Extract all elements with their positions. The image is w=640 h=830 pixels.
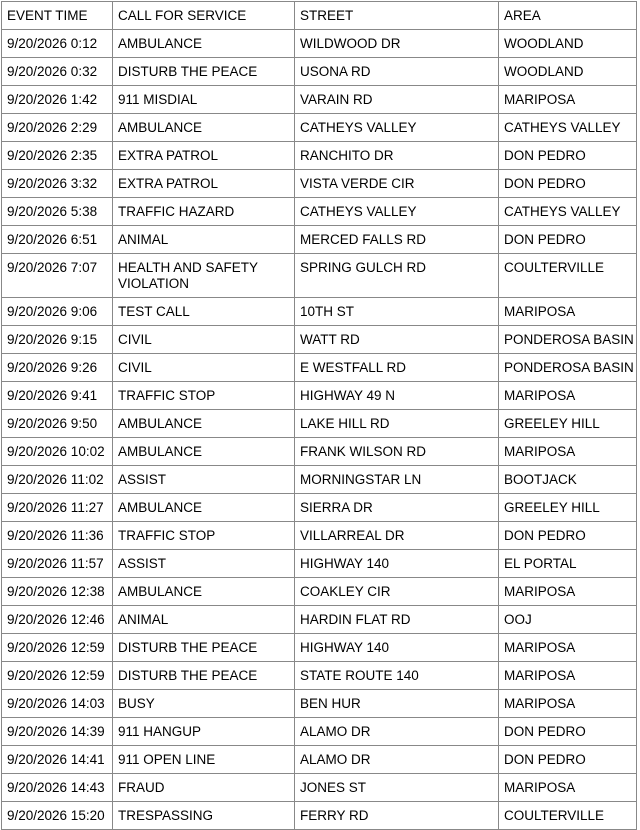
cell-event-time: 9/20/2026 12:59 xyxy=(2,634,113,662)
cell-call-for-service: TRAFFIC STOP xyxy=(113,382,295,410)
cell-street: HIGHWAY 140 xyxy=(295,634,499,662)
cell-call-for-service: AMBULANCE xyxy=(113,494,295,522)
table-row xyxy=(2,578,637,606)
cell-event-time: 9/20/2026 11:02 xyxy=(2,466,113,494)
cell-event-time: 9/20/2026 6:51 xyxy=(2,226,113,254)
table-row xyxy=(2,170,637,198)
cell-area: PONDEROSA BASIN xyxy=(499,326,637,354)
header-call-for-service: CALL FOR SERVICE xyxy=(113,2,295,30)
cell-event-time: 9/20/2026 9:06 xyxy=(2,298,113,326)
cell-event-time: 9/20/2026 9:15 xyxy=(2,326,113,354)
cell-area: DON PEDRO xyxy=(499,746,637,774)
cell-street: CATHEYS VALLEY xyxy=(295,114,499,142)
cell-call-for-service: AMBULANCE xyxy=(113,30,295,58)
cell-area: DON PEDRO xyxy=(499,142,637,170)
table-row xyxy=(2,142,637,170)
cell-event-time: 9/20/2026 1:42 xyxy=(2,86,113,114)
cell-call-for-service: AMBULANCE xyxy=(113,114,295,142)
cell-street: SIERRA DR xyxy=(295,494,499,522)
cell-call-for-service: AMBULANCE xyxy=(113,410,295,438)
cell-call-for-service: 911 MISDIAL xyxy=(113,86,295,114)
cell-street: USONA RD xyxy=(295,58,499,86)
cell-street: VARAIN RD xyxy=(295,86,499,114)
table-row xyxy=(2,58,637,86)
header-event-time: EVENT TIME xyxy=(2,2,113,30)
cell-area: OOJ xyxy=(499,606,637,634)
cell-call-for-service: ASSIST xyxy=(113,550,295,578)
table-row xyxy=(2,326,637,354)
table-row xyxy=(2,662,637,690)
cell-street: COAKLEY CIR xyxy=(295,578,499,606)
table-row xyxy=(2,634,637,662)
cell-area: MARIPOSA xyxy=(499,774,637,802)
header-row xyxy=(2,2,637,30)
cell-call-for-service: AMBULANCE xyxy=(113,578,295,606)
cell-event-time: 9/20/2026 11:27 xyxy=(2,494,113,522)
cell-area: DON PEDRO xyxy=(499,226,637,254)
cell-street: MORNINGSTAR LN xyxy=(295,466,499,494)
cell-event-time: 9/20/2026 12:38 xyxy=(2,578,113,606)
cell-area: EL PORTAL xyxy=(499,550,637,578)
cell-event-time: 9/20/2026 9:26 xyxy=(2,354,113,382)
header-area: AREA xyxy=(499,2,637,30)
table-row xyxy=(2,410,637,438)
cell-call-for-service: DISTURB THE PEACE xyxy=(113,58,295,86)
cell-call-for-service: DISTURB THE PEACE xyxy=(113,634,295,662)
cell-call-for-service: CIVIL xyxy=(113,326,295,354)
cell-call-for-service: EXTRA PATROL xyxy=(113,170,295,198)
cell-street: FRANK WILSON RD xyxy=(295,438,499,466)
cell-event-time: 9/20/2026 14:39 xyxy=(2,718,113,746)
cell-area: CATHEYS VALLEY xyxy=(499,114,637,142)
cell-event-time: 9/20/2026 3:32 xyxy=(2,170,113,198)
table-row xyxy=(2,466,637,494)
cell-street: MERCED FALLS RD xyxy=(295,226,499,254)
cell-street: E WESTFALL RD xyxy=(295,354,499,382)
table-row xyxy=(2,550,637,578)
cell-event-time: 9/20/2026 0:12 xyxy=(2,30,113,58)
cell-street: LAKE HILL RD xyxy=(295,410,499,438)
table-row xyxy=(2,690,637,718)
table-row xyxy=(2,114,637,142)
cell-area: MARIPOSA xyxy=(499,86,637,114)
cell-call-for-service: ANIMAL xyxy=(113,226,295,254)
cell-street: HIGHWAY 49 N xyxy=(295,382,499,410)
table-row xyxy=(2,226,637,254)
cell-area: MARIPOSA xyxy=(499,382,637,410)
cell-event-time: 9/20/2026 10:02 xyxy=(2,438,113,466)
cell-call-for-service: ANIMAL xyxy=(113,606,295,634)
cell-area: MARIPOSA xyxy=(499,634,637,662)
cell-area: PONDEROSA BASIN xyxy=(499,354,637,382)
cell-area: GREELEY HILL xyxy=(499,410,637,438)
cell-area: MARIPOSA xyxy=(499,690,637,718)
cell-event-time: 9/20/2026 5:38 xyxy=(2,198,113,226)
cell-street: HIGHWAY 140 xyxy=(295,550,499,578)
table-body xyxy=(2,30,637,830)
table-row xyxy=(2,86,637,114)
cell-event-time: 9/20/2026 2:29 xyxy=(2,114,113,142)
cell-event-time: 9/20/2026 9:50 xyxy=(2,410,113,438)
cell-area: MARIPOSA xyxy=(499,578,637,606)
table-row xyxy=(2,774,637,802)
header-street: STREET xyxy=(295,2,499,30)
table-row xyxy=(2,30,637,58)
table-row xyxy=(2,494,637,522)
cell-area: COULTERVILLE xyxy=(499,254,637,298)
cell-event-time: 9/20/2026 0:32 xyxy=(2,58,113,86)
cell-event-time: 9/20/2026 14:41 xyxy=(2,746,113,774)
cell-area: BOOTJACK xyxy=(499,466,637,494)
cell-area: GREELEY HILL xyxy=(499,494,637,522)
cell-street: ALAMO DR xyxy=(295,746,499,774)
cell-area: DON PEDRO xyxy=(499,522,637,550)
cell-call-for-service: DISTURB THE PEACE xyxy=(113,662,295,690)
table-row xyxy=(2,298,637,326)
cell-call-for-service: ASSIST xyxy=(113,466,295,494)
cell-area: MARIPOSA xyxy=(499,298,637,326)
cell-event-time: 9/20/2026 11:57 xyxy=(2,550,113,578)
cell-event-time: 9/20/2026 9:41 xyxy=(2,382,113,410)
cell-area: DON PEDRO xyxy=(499,718,637,746)
cell-street: SPRING GULCH RD xyxy=(295,254,499,298)
table-row xyxy=(2,522,637,550)
cell-call-for-service: 911 OPEN LINE xyxy=(113,746,295,774)
cell-area: CATHEYS VALLEY xyxy=(499,198,637,226)
cell-event-time: 9/20/2026 12:46 xyxy=(2,606,113,634)
table-row xyxy=(2,382,637,410)
table-row xyxy=(2,254,637,298)
cell-call-for-service: TRESPASSING xyxy=(113,802,295,830)
cell-call-for-service: TRAFFIC HAZARD xyxy=(113,198,295,226)
cell-call-for-service: TEST CALL xyxy=(113,298,295,326)
table-row xyxy=(2,438,637,466)
table-row xyxy=(2,802,637,830)
cell-street: BEN HUR xyxy=(295,690,499,718)
cell-call-for-service: TRAFFIC STOP xyxy=(113,522,295,550)
cell-area: DON PEDRO xyxy=(499,170,637,198)
cell-street: HARDIN FLAT RD xyxy=(295,606,499,634)
cell-area: MARIPOSA xyxy=(499,662,637,690)
cell-street: CATHEYS VALLEY xyxy=(295,198,499,226)
cell-street: 10TH ST xyxy=(295,298,499,326)
cell-event-time: 9/20/2026 7:07 xyxy=(2,254,113,298)
cell-event-time: 9/20/2026 15:20 xyxy=(2,802,113,830)
table-row xyxy=(2,746,637,774)
call-log-table xyxy=(1,1,637,830)
cell-event-time: 9/20/2026 2:35 xyxy=(2,142,113,170)
cell-call-for-service: AMBULANCE xyxy=(113,438,295,466)
cell-street: RANCHITO DR xyxy=(295,142,499,170)
cell-street: ALAMO DR xyxy=(295,718,499,746)
cell-street: VISTA VERDE CIR xyxy=(295,170,499,198)
cell-call-for-service: 911 HANGUP xyxy=(113,718,295,746)
cell-call-for-service: HEALTH AND SAFETY VIOLATION xyxy=(113,254,295,298)
cell-event-time: 9/20/2026 12:59 xyxy=(2,662,113,690)
table-row xyxy=(2,198,637,226)
cell-call-for-service: EXTRA PATROL xyxy=(113,142,295,170)
cell-event-time: 9/20/2026 14:43 xyxy=(2,774,113,802)
cell-street: STATE ROUTE 140 xyxy=(295,662,499,690)
cell-street: FERRY RD xyxy=(295,802,499,830)
cell-street: JONES ST xyxy=(295,774,499,802)
cell-area: WOODLAND xyxy=(499,58,637,86)
cell-call-for-service: FRAUD xyxy=(113,774,295,802)
cell-event-time: 9/20/2026 11:36 xyxy=(2,522,113,550)
table-row xyxy=(2,718,637,746)
cell-call-for-service: CIVIL xyxy=(113,354,295,382)
cell-area: COULTERVILLE xyxy=(499,802,637,830)
cell-event-time: 9/20/2026 14:03 xyxy=(2,690,113,718)
table-row xyxy=(2,354,637,382)
cell-street: WATT RD xyxy=(295,326,499,354)
cell-area: MARIPOSA xyxy=(499,438,637,466)
cell-street: VILLARREAL DR xyxy=(295,522,499,550)
cell-street: WILDWOOD DR xyxy=(295,30,499,58)
cell-area: WOODLAND xyxy=(499,30,637,58)
table-row xyxy=(2,606,637,634)
cell-call-for-service: BUSY xyxy=(113,690,295,718)
